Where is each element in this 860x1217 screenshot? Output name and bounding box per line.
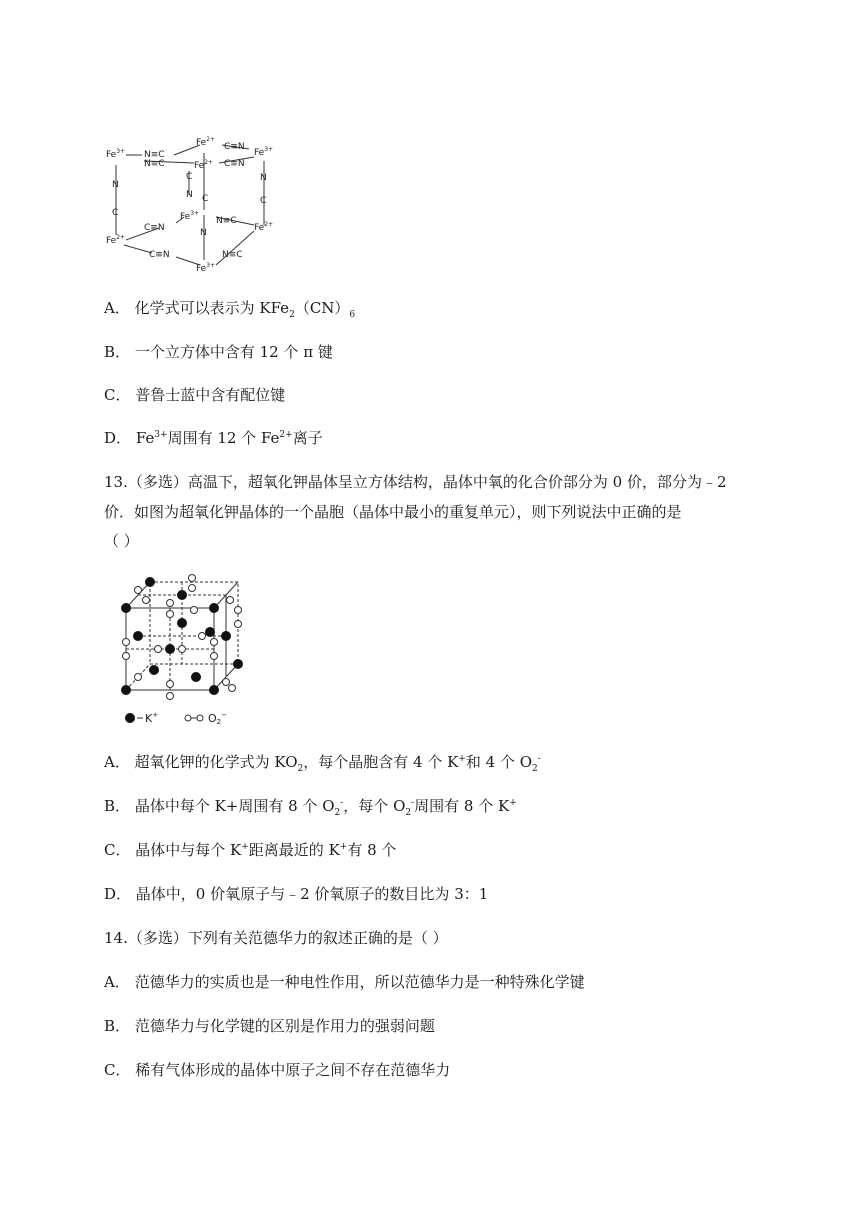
q14-option-c: C． 稀有气体形成的晶体中原子之间不存在范德华力 <box>104 1061 451 1079</box>
q13-option-d: D． 晶体中，0 价氧原子与﹣2 价氧原子的数目比为 3：1 <box>104 885 489 903</box>
fe3-label: $Fe^{3+}$ <box>196 262 216 274</box>
n-label: N <box>200 228 207 238</box>
q13-option-c: C． 晶体中与每个 K+距离最近的 K+有 8 个 <box>104 841 397 859</box>
q12-option-a: A． 化学式可以表示为 $KFe_2(CN)_6$ <box>104 299 356 320</box>
q13-stem-line2: 价．如图为超氧化钾晶体的一个晶胞（晶体中最小的重复单元），则下列说法中正确的是 <box>104 503 682 521</box>
legend-o2-label: O2− <box>208 711 228 726</box>
c-label: C <box>112 208 119 218</box>
cn-label: C≡N <box>144 223 165 233</box>
q14-option-b: B． 范德华力与化学键的区别是作用力的强弱问题 <box>104 1017 435 1035</box>
q14-stem: 14.（多选）下列有关范德华力的叙述正确的是（ ） <box>104 929 448 947</box>
nc-label: N≡C <box>144 150 165 160</box>
q12-option-c: C． 普鲁士蓝中含有配位键 <box>104 386 286 404</box>
c-label: C <box>202 194 209 204</box>
c-label: C <box>260 196 267 206</box>
legend-k-label: K+ <box>145 711 159 725</box>
cn-label: C≡N <box>224 159 245 169</box>
prussian-blue-cube-figure <box>104 135 294 280</box>
nc-label: N≡C <box>144 159 165 169</box>
fe2-label: $Fe^{2+}$ <box>254 221 274 233</box>
cn-label: N≡C <box>216 216 237 226</box>
c-label: C <box>186 172 193 182</box>
fe3-label: $Fe^{3+}$ <box>106 148 126 160</box>
cn-label: C≡N <box>224 142 245 152</box>
fe2-label: $Fe^{2+}$ <box>106 234 126 246</box>
q13-stem-line3: （ ） <box>104 532 139 550</box>
q13-option-b: B． 晶体中每个 K+周围有 8 个 $O_2^-$，每个 $O_2^-$周围有 8 个 K+ <box>104 797 517 818</box>
n-label: N <box>112 180 119 190</box>
q14-option-a: A． 范德华力的实质也是一种电性作用，所以范德华力是一种特殊化学键 <box>104 973 585 991</box>
fe2-label: $Fe^{2+}$ <box>194 159 214 171</box>
ko2-unit-cell-figure <box>118 570 248 730</box>
nc-label: N≡C <box>222 250 243 260</box>
q13-option-a: A． 超氧化钾的化学式为 $KO_2$，每个晶胞含有 4 个 K+和 4 个 $O_2^-$ <box>104 753 541 774</box>
n-label: N <box>186 190 193 200</box>
q12-option-d: D． $Fe^{3+}$周围有 12 个 $Fe^{2+}$离子 <box>104 429 323 447</box>
fe3-label: $Fe^{3+}$ <box>180 210 200 222</box>
q12-option-b: B． 一个立方体中含有 12 个 π 键 <box>104 343 333 361</box>
n-label: N <box>260 173 267 183</box>
fe2-label: $Fe^{2+}$ <box>196 136 216 148</box>
cn-label: C≡N <box>149 250 170 260</box>
q13-stem-line1: 13.（多选）高温下，超氧化钾晶体呈立方体结构，晶体中氧的化合价部分为 0 价，部分为﹣2 <box>104 473 727 491</box>
fe3-label: $Fe^{3+}$ <box>254 146 274 158</box>
